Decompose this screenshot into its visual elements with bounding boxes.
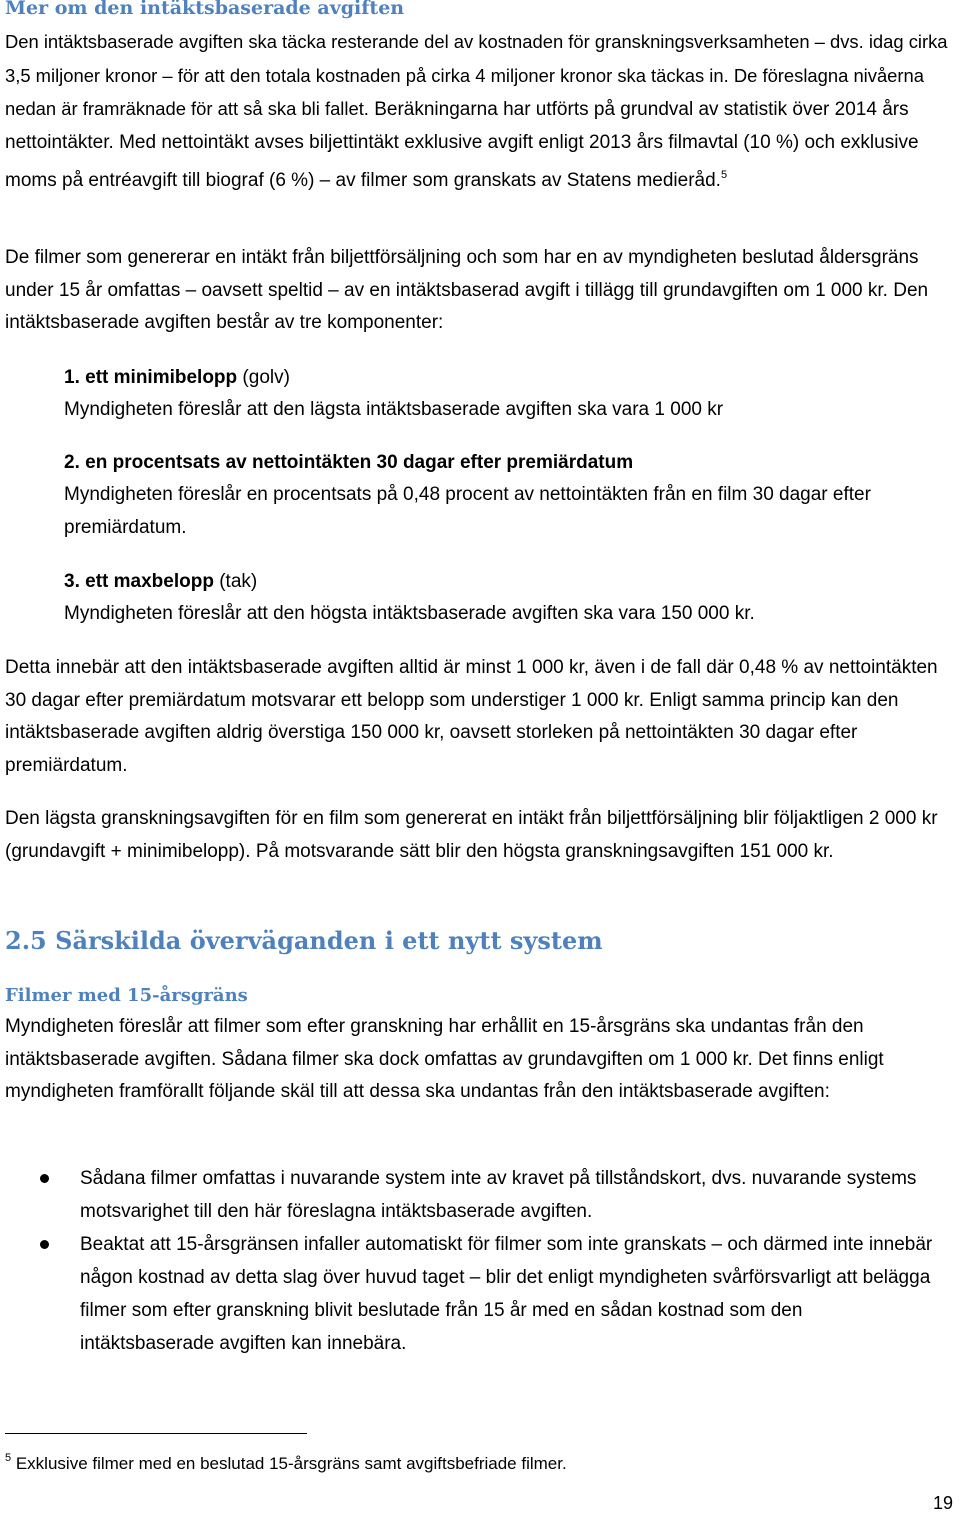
component-3-title — [64, 566, 954, 599]
section-heading: 2.5 Särskilda överväganden i ett nytt system — [5, 926, 603, 955]
bullet-text: Sådana filmer omfattas i nuvarande system inte av kravet på tillståndskort, dvs. nuvarande systems motsvarighet till den här föreslagna intäktsbaserade avgiften. — [80, 1168, 917, 1222]
footnote-divider — [5, 1433, 307, 1434]
bullet-icon — [40, 1240, 49, 1249]
footnote-ref: 5 — [720, 169, 728, 181]
footnote-text: Exklusive filmer med en beslutad 15-årsgräns samt avgiftsbefriade filmer. — [11, 1454, 567, 1473]
list-item — [0, 1162, 940, 1228]
component-2-text: Myndigheten föreslår en procentsats på 0,48 procent av nettointäkten från en film 30 dagar efter premiärdatum. — [64, 484, 871, 538]
component-1-text: Myndigheten föreslår att den lägsta intäktsbaserade avgiften ska vara 1 000 kr — [64, 399, 724, 420]
component-3-suffix: (tak) — [213, 571, 258, 592]
bullet-text: Beaktat att 15-årsgränsen infaller automatiskt för filmer som inte granskats – och därmed inte innebär någon kostnad av detta slag över huvud taget – blir det enligt myndigheten svårförsvarligt att belägga filmer som efter granskning blivit beslutade från 15 år med en sådan kostnad som den intäktsbaserade avgiften kan innebära. — [80, 1234, 933, 1354]
paragraph-lagsta: Den lägsta granskningsavgiften för en film som genererat en intäkt från biljettförsäljning blir följaktligen 2 000 kr (grundavgift + minimibelopp). På motsvarande sätt blir den högsta granskningsavgiften 151 000 kr. — [5, 808, 938, 862]
intro-arial-text: Den intäktsbaserade avgiften ska täcka resterande del av kostnaden för granskningsverksamheten – dvs. idag cirka 3,5 miljoner kronor – för att den totala kostnaden på cirka 4 miljoner kronor ska täckas in. De föreslagna nivåerna nedan är framräknade för att så ska bli fallet. — [5, 31, 948, 119]
component-2-title — [64, 447, 954, 480]
component-2-label: en procentsats av nettointäkten 30 dagar efter premiärdatum — [85, 452, 634, 473]
heading-intakt: Mer om den intäktsbaserade avgiften — [5, 0, 405, 19]
component-1-num: 1. — [64, 367, 80, 388]
paragraph-15: Myndigheten föreslår att filmer som efter granskning har erhållit en 15-årsgräns ska undantas från den intäktsbaserade avgiften. Sådana filmer ska dock omfattas av grundavgiften om 1 000 kr. Det finns enligt myndigheten framförallt följande skäl till att dessa ska undantas från den intäktsbaserade avgiften: — [5, 1016, 884, 1102]
bullet-list — [0, 1162, 960, 1360]
component-3-text: Myndigheten föreslår att den högsta intäktsbaserade avgiften ska vara 150 000 kr. — [64, 603, 755, 624]
intro-text: Beräkningarna har utförts på grundval av statistik över 2014 års nettointäkter. Med nettointäkt avses biljettintäkt exklusive avgift enligt 2013 års filmavtal (10 %) och exklusive moms på entréavgift till biograf (6 %) – av filmer som granskats av Statens medieråd. — [5, 99, 919, 191]
bullet-icon — [40, 1174, 49, 1183]
footnote — [5, 1446, 567, 1476]
intro-paragraph — [5, 26, 955, 198]
paragraph-filmer: De filmer som genererar en intäkt från biljettförsäljning och som har en av myndigheten beslutad åldersgräns under 15 år omfattas – oavsett speltid – av en intäktsbaserad avgift i tillägg till grundavgiften om 1 000 kr. Den intäktsbaserade avgiften består av tre komponenter: — [5, 247, 929, 333]
component-1-title — [64, 362, 954, 395]
component-3-label: ett maxbelopp — [85, 571, 214, 592]
component-1-label: ett minimibelopp — [85, 367, 238, 388]
component-3-num: 3. — [64, 571, 80, 592]
subheading-15: Filmer med 15-årsgräns — [5, 985, 248, 1006]
component-1-suffix: (golv) — [237, 367, 290, 388]
list-item — [0, 1228, 940, 1360]
paragraph-detta: Detta innebär att den intäktsbaserade avgiften alltid är minst 1 000 kr, även i de fall där 0,48 % av nettointäkten 30 dagar efter premiärdatum motsvarar ett belopp som understiger 1 000 kr. Enligt samma princip kan den intäktsbaserade avgiften aldrig överstiga 150 000 kr, oavsett storleken på nettointäkten 30 dagar efter premiärdatum. — [5, 657, 938, 776]
footnote-number: 5 — [5, 1452, 12, 1464]
page-number: 19 — [933, 1493, 954, 1513]
component-2-num: 2. — [64, 452, 80, 473]
